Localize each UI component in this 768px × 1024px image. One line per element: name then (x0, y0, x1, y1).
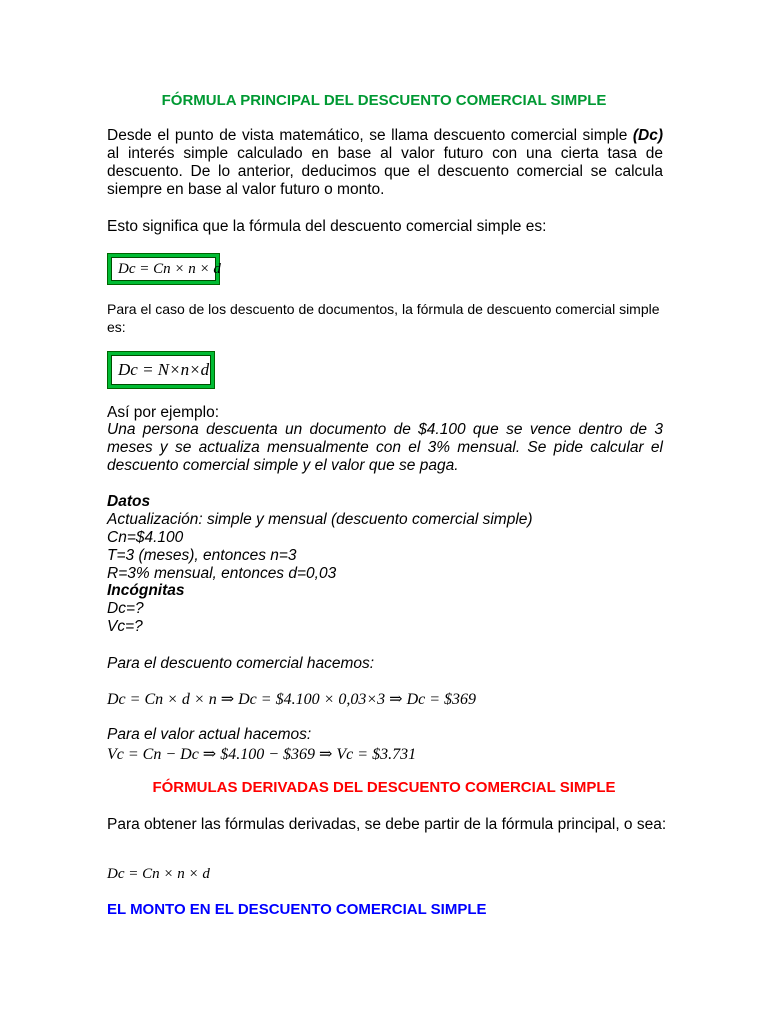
incognita-item: Dc=? (107, 600, 144, 617)
asi-por-ejemplo: Así por ejemplo: (107, 404, 219, 421)
formula-principal-repeat: Dc = Cn × n × d (107, 866, 210, 882)
incognita-item: Vc=? (107, 618, 143, 635)
datos-title: Datos (107, 493, 151, 510)
heading-formula-principal: FÓRMULA PRINCIPAL DEL DESCUENTO COMERCIAL SIMPLE (161, 92, 607, 109)
intro-text-1: Desde el punto de vista matemático, se llama descuento comercial simple (107, 127, 633, 144)
formula-valor-actual: Vc = Cn − Dc ⇒ $4.100 − $369 ⇒ Vc = $3.731 (107, 746, 417, 763)
para-caso-text: Para el caso de los descuento de documentos, la fórmula de descuento comercial simple es: (107, 301, 660, 335)
descuento-hacemos-text: Para el descuento comercial hacemos: (107, 655, 375, 672)
valor-hacemos-text: Para el valor actual hacemos: (107, 726, 312, 743)
formula-dc-n-n-d: Dc = N×n×d (111, 355, 211, 385)
formula-dc-cn-n-d: Dc = Cn × n × d (111, 257, 216, 281)
formula-descuento-calculo: Dc = Cn × d × n ⇒ Dc = $4.100 × 0,03×3 ⇒ Dc = $369 (107, 691, 477, 708)
formula-box-1 (107, 253, 220, 285)
intro-dc-bold: (Dc) (632, 127, 663, 144)
datos-item: Cn=$4.100 (107, 529, 184, 546)
esto-significa-text: Esto significa que la fórmula del descuento comercial simple es: (107, 218, 547, 235)
datos-item: Actualización: simple y mensual (descuento comercial simple) (107, 511, 533, 528)
heading-formulas-derivadas: FÓRMULAS DERIVADAS DEL DESCUENTO COMERCIAL SIMPLE (152, 779, 616, 796)
ejemplo-paragraph: Una persona descuenta un documento de $4.100 que se vence dentro de 3 meses y se actualiza mensualmente con el 3% mensual. Se pide calcular el descuento comercial simple y el valor que se paga. (107, 421, 663, 474)
datos-item: T=3 (meses), entonces n=3 (107, 547, 297, 564)
incognitas-title: Incógnitas (107, 582, 185, 599)
intro-text-2: al interés simple calculado en base al valor futuro con una cierta tasa de descuento. De lo anterior, deducimos que el descuento comercial se calcula siempre en base al valor futuro o monto. (107, 145, 663, 198)
heading-monto: EL MONTO EN EL DESCUENTO COMERCIAL SIMPLE (107, 901, 487, 918)
formula-box-2 (107, 351, 215, 389)
datos-item: R=3% mensual, entonces d=0,03 (107, 565, 337, 582)
obtener-text: Para obtener las fórmulas derivadas, se debe partir de la fórmula principal, o sea: (107, 816, 667, 833)
intro-paragraph (107, 127, 663, 199)
